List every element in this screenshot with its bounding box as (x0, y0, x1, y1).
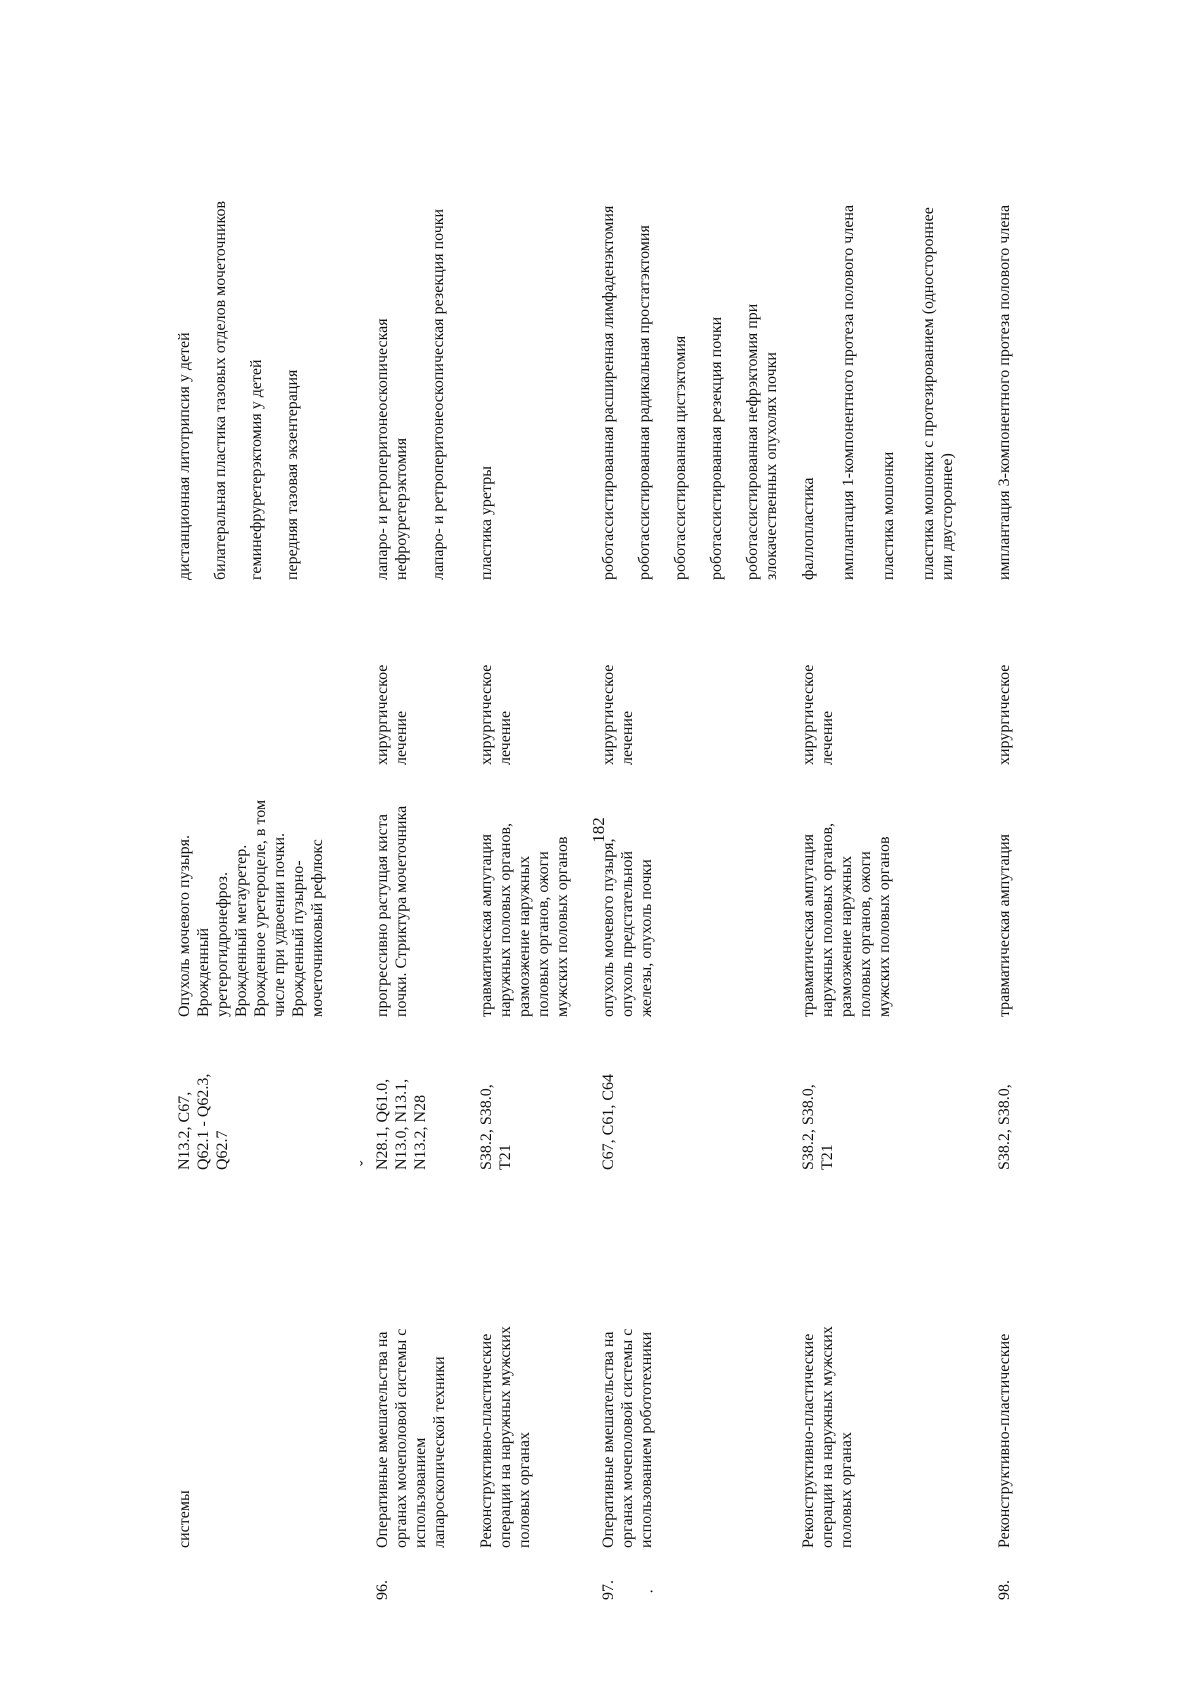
row-number: 98. (996, 1580, 1013, 1600)
treatment-method: роботассистированная расширенная лимфаденэктомия (600, 205, 617, 580)
treatment-method: пластика мошонки (880, 451, 897, 580)
icd-codes: S38.2, S38.0, T21 (800, 1084, 836, 1170)
intervention-group: системы (176, 1490, 193, 1548)
treatment-method: роботассистированная цистэктомия (672, 335, 689, 580)
treatment-method: имплантация 3-компонентного протеза полового члена (996, 204, 1013, 580)
treatment-method: геминефруретерэктомия у детей (248, 359, 265, 580)
treatment-method: дистанционная литотрипсия у детей (176, 332, 193, 580)
row-number: 97. (600, 1580, 617, 1600)
intervention-group: Реконструктивно-пластические операции на наружных мужских половых органах (478, 1326, 533, 1548)
procedures-table (175, 70, 1105, 1600)
patient-model: травматическая ампутация наружных половых органов, размозжение наружных половых органов, ожоги мужских половых органов (478, 822, 571, 1017)
treatment-kind: хирургическое лечение (600, 664, 636, 765)
patient-model: прогрессивно растущая киста почки. Стриктура мочеточника (374, 805, 410, 1017)
treatment-method: лапаро- и ретроперитонеоскопическая резекция почки (430, 208, 447, 580)
treatment-kind: хирургическое лечение (800, 664, 836, 765)
treatment-method: билатеральная пластика тазовых отделов мочеточников (212, 200, 229, 580)
treatment-method: имплантация 1-компонентного протеза полового члена (840, 204, 857, 580)
treatment-method: роботассистированная радикальная простатэктомия (636, 225, 653, 580)
icd-codes: C67, C61, C64 (600, 1073, 617, 1170)
intervention-group: Реконструктивно-пластические (996, 1333, 1013, 1548)
intervention-group: Реконструктивно-пластические операции на наружных мужских половых органах (800, 1326, 855, 1548)
icd-codes: S38.2, S38.0, T21 (478, 1084, 514, 1170)
treatment-method: передняя тазовая экзентерация (284, 369, 301, 580)
patient-model: опухоль мочевого пузыря, опухоль предстательной железы, опухоль почки (600, 838, 655, 1017)
treatment-method: пластика уретры (478, 466, 495, 580)
page-number: 182 (588, 817, 608, 843)
treatment-method: роботассистированная нефрэктомия при злокачественных опухолях почки (744, 303, 780, 580)
icd-codes: N13.2, C67, Q62.1 - Q62.3, Q62.7 (176, 1073, 231, 1170)
stray-mark: ˇ (358, 1160, 375, 1166)
treatment-kind: хирургическое (996, 664, 1013, 765)
treatment-method: фаллопластика (800, 477, 817, 580)
patient-model: травматическая ампутация (996, 833, 1013, 1017)
intervention-group: Оперативные вмешательства на органах мочеполовой системы с использованием робототехники (600, 1328, 655, 1548)
treatment-method: лапаро- и ретроперитонеоскопическая нефроуретерэктомия (374, 318, 410, 580)
patient-model: травматическая ампутация наружных половых органов, размозжение наружных половых органов, ожоги мужских половых органов (800, 822, 893, 1017)
patient-model: Опухоль мочевого пузыря. Врожденный уретерогидронефроз. Врожденный мегауретер. Врожденное уретероцеле, в том числе при удвоении почки. Врожденный пузырно- мочеточниковый рефлюкс (176, 799, 326, 1017)
treatment-kind: хирургическое лечение (374, 664, 410, 765)
icd-codes: S38.2, S38.0, (996, 1084, 1013, 1170)
treatment-kind: хирургическое лечение (478, 664, 514, 765)
stray-mark: · (644, 1588, 661, 1594)
treatment-method: роботассистированная резекция почки (708, 316, 725, 580)
treatment-method: пластика мошонки с протезированием (одностороннее или двустороннее) (920, 207, 956, 580)
row-number: 96. (374, 1580, 391, 1600)
icd-codes: N28.1, Q61.0, N13.0, N13.1, N13.2, N28 (374, 1078, 429, 1170)
intervention-group: Оперативные вмешательства на органах мочеполовой системы с использованием лапароскопической техники (374, 1328, 448, 1548)
